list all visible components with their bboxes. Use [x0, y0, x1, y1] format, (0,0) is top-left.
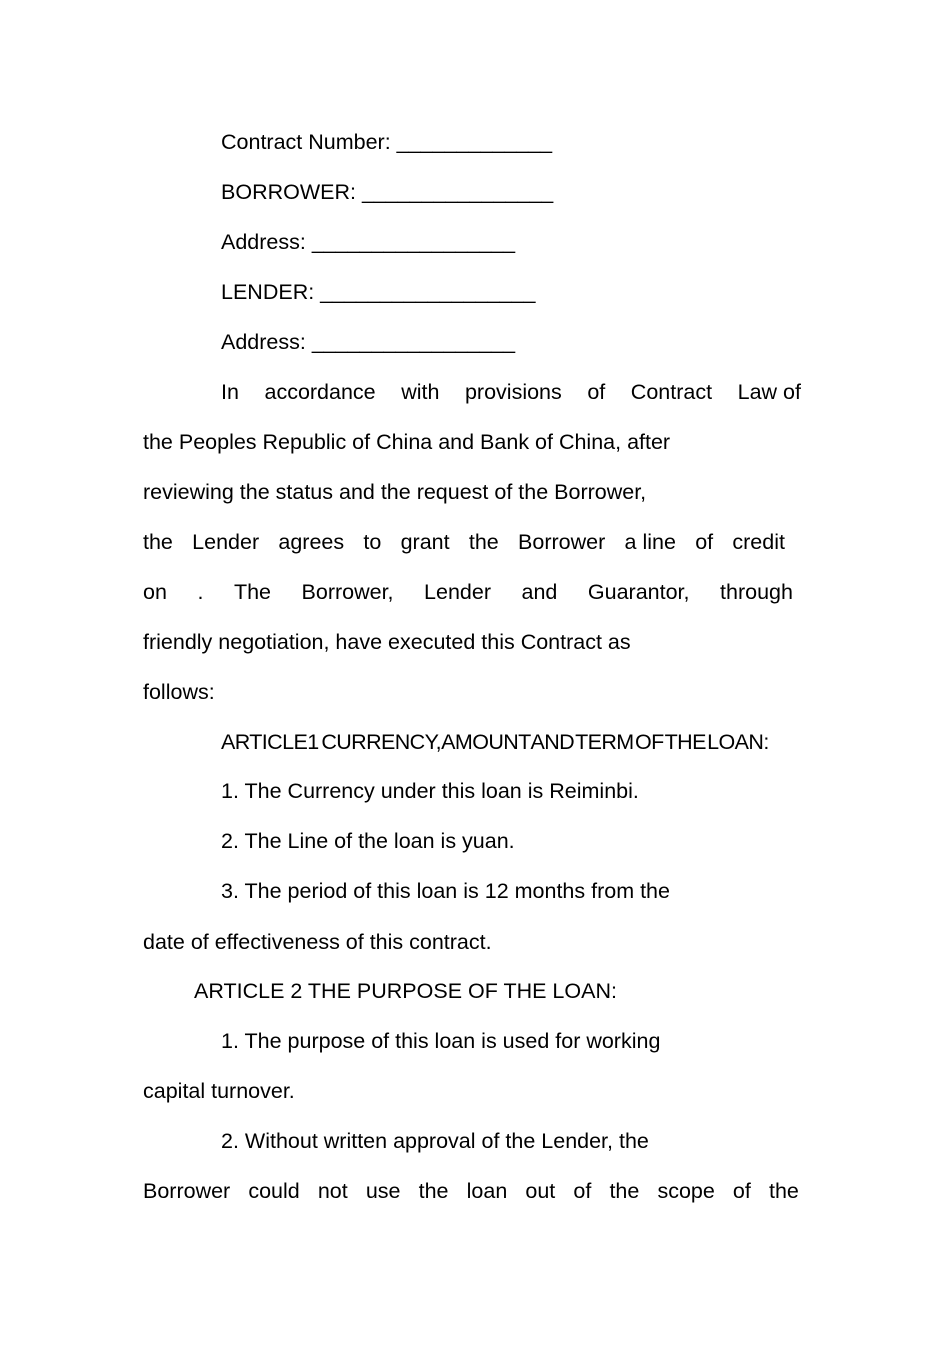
word: of — [695, 530, 714, 554]
article-2-heading: ARTICLE 2 THE PURPOSE OF THE LOAN: — [194, 979, 617, 1003]
word: not — [317, 1179, 348, 1203]
word: the — [609, 1179, 640, 1203]
word: Contract — [630, 380, 713, 404]
article-2-item-1-line-1: 1. The purpose of this loan is used for working — [221, 1029, 661, 1053]
word: the — [468, 530, 499, 554]
word: grant — [400, 530, 450, 554]
word: the — [418, 1179, 449, 1203]
borrower-field: BORROWER: ________________ — [221, 180, 554, 204]
preamble-line-2: the Peoples Republic of China and Bank of China, after — [143, 430, 671, 454]
preamble-line-1 — [221, 378, 801, 406]
word: credit — [732, 530, 785, 554]
word: accordance — [264, 380, 376, 404]
word: of — [573, 1179, 592, 1203]
word: could — [248, 1179, 300, 1203]
preamble-line-6: friendly negotiation, have executed this Contract as — [143, 630, 631, 654]
word: use — [365, 1179, 401, 1203]
word: agrees — [278, 530, 345, 554]
word: . — [197, 580, 204, 604]
word: The — [233, 580, 271, 604]
word: Lender — [424, 580, 491, 604]
word: and — [521, 580, 558, 604]
preamble-line-5 — [143, 578, 793, 606]
article-1-heading: ARTICLE1 CURRENCY, AMOUNT AND TERM OF THE LOAN: — [221, 730, 769, 754]
word: Law of — [737, 380, 801, 404]
article-1-item-3-line-2: date of effectiveness of this contract. — [143, 930, 492, 954]
word: Borrower, — [301, 580, 394, 604]
word: through — [720, 580, 793, 604]
article-1-item-1: 1. The Currency under this loan is Reiminbi. — [221, 779, 639, 803]
word: a line — [624, 530, 676, 554]
word: Borrower — [518, 530, 606, 554]
word: the — [143, 530, 173, 554]
contract-number-field: Contract Number: _____________ — [221, 130, 553, 154]
preamble-line-3: reviewing the status and the request of the Borrower, — [143, 480, 647, 504]
preamble-line-7: follows: — [143, 680, 215, 704]
article-1-item-3-line-1: 3. The period of this loan is 12 months from the — [221, 879, 670, 903]
word: Borrower — [143, 1179, 231, 1203]
word: with — [401, 380, 440, 404]
lender-field: LENDER: __________________ — [221, 280, 536, 304]
word: to — [363, 530, 382, 554]
article-2-item-2-line-2 — [143, 1177, 799, 1205]
word: loan — [466, 1179, 508, 1203]
article-2-item-1-line-2: capital turnover. — [143, 1079, 295, 1103]
word: Guarantor, — [587, 580, 690, 604]
word: In — [221, 380, 239, 404]
word: of — [732, 1179, 751, 1203]
word: on — [143, 580, 167, 604]
word: of — [587, 380, 606, 404]
word: provisions — [464, 380, 562, 404]
article-2-item-2-line-1: 2. Without written approval of the Lender, the — [221, 1129, 649, 1153]
word: scope — [657, 1179, 715, 1203]
article-1-item-2: 2. The Line of the loan is yuan. — [221, 829, 515, 853]
word: out — [525, 1179, 556, 1203]
preamble-line-4 — [143, 528, 785, 556]
borrower-address-field: Address: _________________ — [221, 230, 516, 254]
lender-address-field: Address: _________________ — [221, 330, 516, 354]
word: the — [768, 1179, 799, 1203]
word: Lender — [192, 530, 260, 554]
